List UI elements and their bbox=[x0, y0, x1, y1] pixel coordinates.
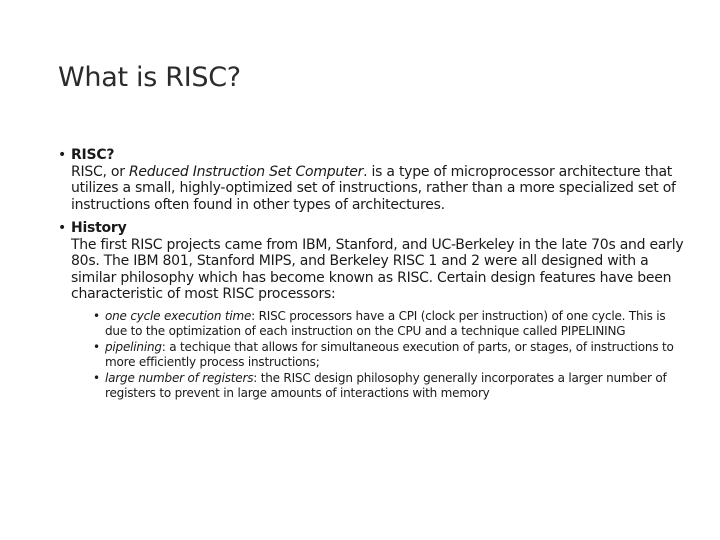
sub-bullet-dot: • bbox=[93, 339, 100, 354]
bullet-dot: • bbox=[58, 220, 67, 236]
sub-bullet-dot: • bbox=[93, 370, 100, 385]
sub-bullet-text: : a techique that allows for simultaneous execution of parts, or stages, of instructions to more efficiently process instructions; bbox=[105, 339, 674, 369]
sub-bullet bbox=[93, 309, 688, 339]
bullet-heading: RISC? bbox=[71, 147, 115, 163]
bullet-risc bbox=[58, 147, 688, 213]
bullet-text-italic: Reduced Instruction Set Computer bbox=[128, 163, 364, 180]
bullet-text: The first RISC projects came from IBM, Stanford, and UC-Berkeley in the late 70s and early 80s. The IBM 801, Stanford MIPS, and Berkeley RISC 1 and 2 were all designed with a similar philosophy which has become known as RISC. Certain design features have been characteristic of most RISC processors: bbox=[71, 236, 684, 302]
bullet-history bbox=[58, 220, 688, 401]
sub-bullet bbox=[93, 340, 688, 370]
bullet-text bbox=[71, 164, 688, 214]
sub-bullet-term: pipelining bbox=[105, 339, 162, 354]
bullet-dot: • bbox=[58, 147, 67, 163]
bullet-text-part: . is a type of microprocessor architecture that utilizes a small, highly-optimized set of instructions, rather than a more specialized set of instructions often found in other types of architectures. bbox=[71, 163, 676, 213]
bullet-heading: History bbox=[71, 220, 127, 236]
slide-body bbox=[58, 147, 688, 408]
sub-bullet-dot: • bbox=[93, 308, 100, 323]
sub-bullet-text: : the RISC design philosophy generally incorporates a larger number of registers to prevent in large amounts of interactions with memory bbox=[105, 370, 667, 400]
sub-bullet-text: : RISC processors have a CPI (clock per instruction) of one cycle. This is due to the optimization of each instruction on the CPU and a technique called PIPELINING bbox=[105, 308, 666, 338]
sub-bullet bbox=[93, 371, 688, 401]
sub-bullet-list bbox=[93, 309, 688, 401]
sub-bullet-term: one cycle execution time bbox=[105, 308, 252, 323]
sub-bullet-term: large number of registers bbox=[105, 370, 254, 385]
bullet-text-part: RISC, or bbox=[71, 163, 129, 180]
slide-title: What is RISC? bbox=[58, 62, 241, 93]
